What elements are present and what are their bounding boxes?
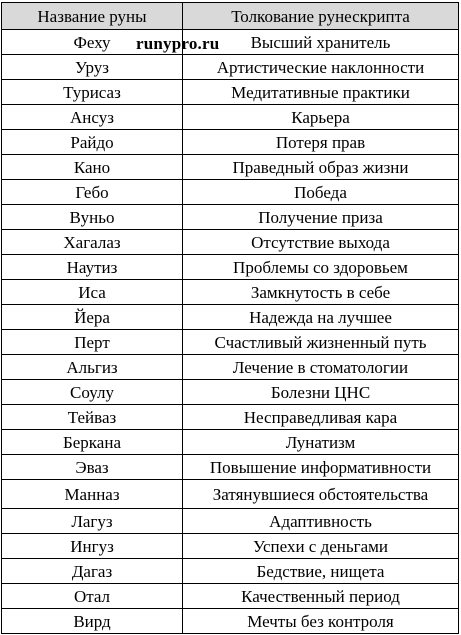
table-row	[2, 155, 459, 180]
rune-name-cell: Йера	[2, 305, 183, 330]
rune-name-cell: Альгиз	[2, 355, 183, 380]
interpretation-cell: Счастливый жизненный путь	[183, 330, 459, 355]
rune-name-cell: Отал	[2, 584, 183, 609]
interpretation-cell: Мечты без контроля	[183, 609, 459, 634]
table-body	[2, 30, 459, 634]
table-header-row	[2, 3, 459, 30]
rune-name-cell: Кано	[2, 155, 183, 180]
table-row	[2, 230, 459, 255]
table-row	[2, 330, 459, 355]
table-row	[2, 480, 459, 509]
table-row	[2, 205, 459, 230]
table-row	[2, 30, 459, 55]
table-row	[2, 355, 459, 380]
rune-name-cell: Вуньо	[2, 205, 183, 230]
interpretation-cell: Карьера	[183, 105, 459, 130]
rune-name-cell: Соулу	[2, 380, 183, 405]
interpretation-cell: Отсутствие выхода	[183, 230, 459, 255]
interpretation-cell: Медитативные практики	[183, 80, 459, 105]
table-row	[2, 105, 459, 130]
interpretation-cell: Потеря прав	[183, 130, 459, 155]
rune-name-cell: Райдо	[2, 130, 183, 155]
column-header-interpretation: Толкование рунескрипта	[183, 3, 459, 30]
table-row	[2, 609, 459, 634]
interpretation-cell: Замкнутость в себе	[183, 280, 459, 305]
interpretation-cell: Артистические наклонности	[183, 55, 459, 80]
table-row	[2, 55, 459, 80]
column-header-rune-name: Название руны	[2, 3, 183, 30]
table-row	[2, 455, 459, 480]
rune-name-cell: Уруз	[2, 55, 183, 80]
rune-name-cell: Тейваз	[2, 405, 183, 430]
rune-interpretation-table	[1, 2, 459, 634]
interpretation-cell: Лунатизм	[183, 430, 459, 455]
rune-name-cell: Вирд	[2, 609, 183, 634]
rune-name-cell: Наутиз	[2, 255, 183, 280]
interpretation-cell: Болезни ЦНС	[183, 380, 459, 405]
table-row	[2, 280, 459, 305]
interpretation-cell: Праведный образ жизни	[183, 155, 459, 180]
interpretation-cell: Качественный период	[183, 584, 459, 609]
rune-name-cell: Иса	[2, 280, 183, 305]
interpretation-cell: Бедствие, нищета	[183, 559, 459, 584]
table-row	[2, 430, 459, 455]
rune-name-cell: Манназ	[2, 480, 183, 509]
interpretation-cell: Получение приза	[183, 205, 459, 230]
interpretation-cell: Высший хранитель	[183, 30, 459, 55]
table-row	[2, 509, 459, 534]
interpretation-cell: Лечение в стоматологии	[183, 355, 459, 380]
table-row	[2, 255, 459, 280]
table-row	[2, 584, 459, 609]
interpretation-cell: Несправедливая кара	[183, 405, 459, 430]
table-row	[2, 80, 459, 105]
table-row	[2, 405, 459, 430]
table-row	[2, 180, 459, 205]
rune-name-cell: Лагуз	[2, 509, 183, 534]
table-row	[2, 305, 459, 330]
rune-name-cell: Хагалаз	[2, 230, 183, 255]
table-row	[2, 130, 459, 155]
interpretation-cell: Проблемы со здоровьем	[183, 255, 459, 280]
interpretation-cell: Успехи с деньгами	[183, 534, 459, 559]
rune-name-cell: Гебо	[2, 180, 183, 205]
table-row	[2, 380, 459, 405]
rune-name-cell: Перт	[2, 330, 183, 355]
site-watermark: runypro.ru	[136, 34, 220, 53]
interpretation-cell: Адаптивность	[183, 509, 459, 534]
rune-name-cell: Эваз	[2, 455, 183, 480]
table-row	[2, 534, 459, 559]
rune-name-cell: Ингуз	[2, 534, 183, 559]
rune-name-cell: Ансуз	[2, 105, 183, 130]
rune-name-cell: Беркана	[2, 430, 183, 455]
interpretation-cell: Затянувшиеся обстоятельства	[183, 480, 459, 509]
rune-name-cell: Турисаз	[2, 80, 183, 105]
interpretation-cell: Надежда на лучшее	[183, 305, 459, 330]
interpretation-cell: Повышение информативности	[183, 455, 459, 480]
rune-name-cell: Феху	[2, 30, 183, 55]
rune-name-cell: Дагаз	[2, 559, 183, 584]
table-row	[2, 559, 459, 584]
interpretation-cell: Победа	[183, 180, 459, 205]
